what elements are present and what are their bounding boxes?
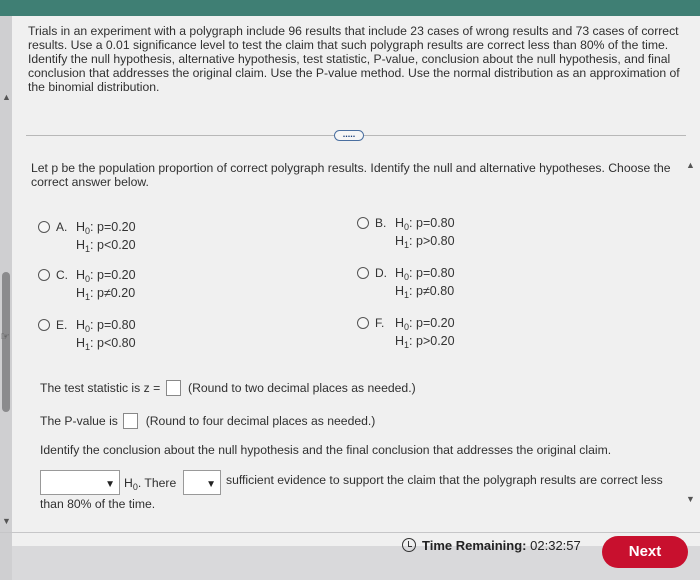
next-button[interactable]: Next bbox=[602, 536, 688, 568]
test-statistic-hint: (Round to two decimal places as needed.) bbox=[188, 381, 416, 395]
option-h1: $H_1$: p≠0.20 bbox=[76, 286, 136, 302]
evidence-dropdown[interactable] bbox=[183, 470, 221, 495]
p-value-label: The P-value is bbox=[40, 414, 118, 428]
option-f[interactable] bbox=[357, 316, 607, 350]
test-statistic-row bbox=[40, 380, 416, 396]
option-b[interactable] bbox=[357, 216, 607, 250]
top-banner bbox=[0, 0, 700, 16]
left-scroll-up-icon[interactable]: ▲ bbox=[2, 92, 11, 102]
time-remaining bbox=[402, 538, 581, 553]
radio-b[interactable] bbox=[357, 217, 369, 229]
radio-a[interactable] bbox=[38, 221, 50, 233]
dropdown-arrow-icon: ▼ bbox=[105, 479, 115, 490]
option-letter: D. bbox=[375, 266, 387, 280]
hand-cursor-icon: ☞ bbox=[0, 331, 10, 343]
conclusion-h0-text: $H_0$. There bbox=[124, 476, 177, 492]
p-value-row bbox=[40, 413, 375, 429]
option-h1: $H_1$: p>0.80 bbox=[395, 234, 455, 250]
option-letter: E. bbox=[56, 318, 68, 332]
expand-more-button[interactable]: ..... bbox=[334, 130, 364, 141]
option-h1: $H_1$: p<0.20 bbox=[76, 238, 136, 254]
option-h0: $H_0$: p=0.80 bbox=[76, 318, 136, 334]
option-h1: $H_1$: p<0.80 bbox=[76, 336, 136, 352]
p-value-hint: (Round to four decimal places as needed.) bbox=[145, 414, 376, 428]
problem-statement: Trials in an experiment with a polygraph include 96 results that include 23 cases of wrong results and 73 cases of correct results. Use a 0.01 significance level to test the claim that such polygraph results are correct less than 80% of the time. Identify the null hypothesis, alternative hypothesis, test statistic, P-value, conclusion about the null hypothesis, and final conclusion that addresses the original claim. Use the P-value method. Use the normal distribution as an approximation of the binomial distribution. bbox=[28, 24, 680, 94]
radio-c[interactable] bbox=[38, 269, 50, 281]
option-e[interactable] bbox=[38, 318, 288, 352]
option-h1: $H_1$: p≠0.80 bbox=[395, 284, 455, 300]
p-value-input[interactable] bbox=[123, 413, 138, 429]
right-scroll-down-icon[interactable]: ▼ bbox=[686, 494, 695, 504]
option-c[interactable] bbox=[38, 268, 288, 302]
left-scroll-down-icon[interactable]: ▼ bbox=[2, 516, 11, 526]
option-letter: F. bbox=[375, 316, 385, 330]
option-letter: C. bbox=[56, 268, 68, 282]
question-prompt: Let p be the population proportion of correct polygraph results. Identify the null and alternative hypotheses. Choose the correct answer below. bbox=[31, 161, 671, 189]
dropdown-arrow-icon: ▼ bbox=[206, 479, 216, 490]
clock-icon bbox=[402, 538, 416, 552]
option-h1: $H_1$: p>0.20 bbox=[395, 334, 455, 350]
test-statistic-input[interactable] bbox=[166, 380, 181, 396]
footer-divider bbox=[0, 532, 700, 533]
option-a[interactable] bbox=[38, 220, 288, 254]
option-h0: $H_0$: p=0.80 bbox=[395, 266, 455, 282]
option-letter: A. bbox=[56, 220, 68, 234]
option-h0: $H_0$: p=0.20 bbox=[395, 316, 455, 332]
time-value: 02:32:57 bbox=[530, 538, 581, 553]
null-hypothesis-decision-dropdown[interactable] bbox=[40, 470, 120, 495]
option-h0: $H_0$: p=0.80 bbox=[395, 216, 455, 232]
radio-d[interactable] bbox=[357, 267, 369, 279]
conclusion-instruction: Identify the conclusion about the null hypothesis and the final conclusion that addresses the original claim. bbox=[40, 443, 612, 457]
radio-f[interactable] bbox=[357, 317, 369, 329]
right-scroll-up-icon[interactable]: ▲ bbox=[686, 160, 695, 170]
conclusion-continuation: than 80% of the time. bbox=[40, 497, 156, 511]
option-letter: B. bbox=[375, 216, 387, 230]
conclusion-sufficient-text: sufficient evidence to support the claim that the polygraph results are correct less bbox=[226, 473, 663, 487]
radio-e[interactable] bbox=[38, 319, 50, 331]
time-label: Time Remaining: bbox=[422, 538, 527, 553]
test-statistic-label: The test statistic is z = bbox=[40, 381, 161, 395]
option-h0: $H_0$: p=0.20 bbox=[76, 220, 136, 236]
option-h0: $H_0$: p=0.20 bbox=[76, 268, 136, 284]
option-d[interactable] bbox=[357, 266, 607, 300]
